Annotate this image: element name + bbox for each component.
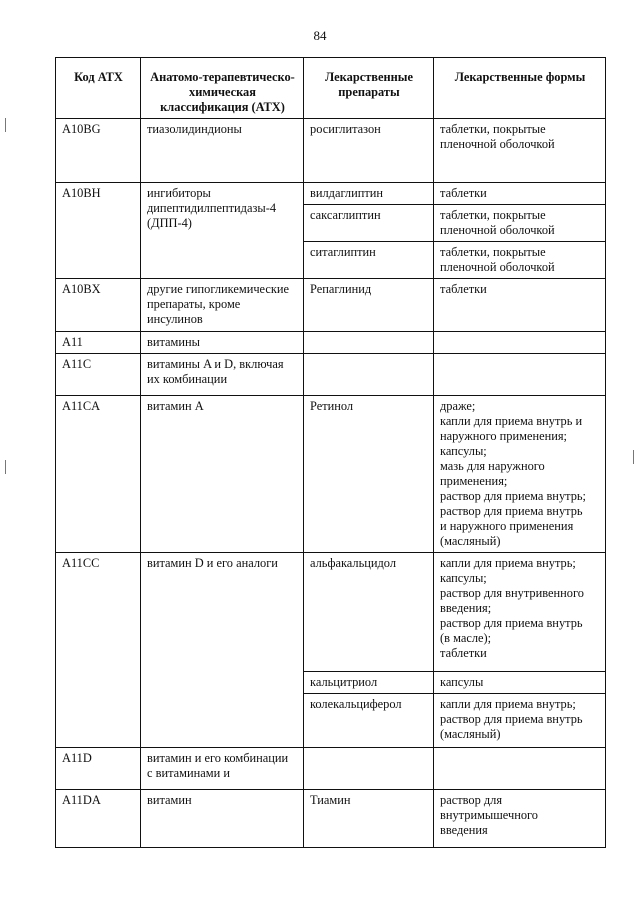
- drug-cell: альфакальцидол: [304, 553, 434, 672]
- header-drugs: Лекарственные препараты: [304, 58, 434, 119]
- atc-code-cell: A11D: [56, 748, 141, 790]
- drug-cell: Ретинол: [304, 396, 434, 553]
- table-row: [56, 553, 606, 672]
- atc-table-body: [56, 119, 606, 848]
- atc-class-cell: витамины: [141, 332, 304, 354]
- dosage-form-cell: таблетки: [434, 183, 606, 205]
- atc-class-cell: другие гипогликемические препараты, кроме инсулинов: [141, 279, 304, 332]
- atc-class-cell: витамин и его комбинации с витаминами и: [141, 748, 304, 790]
- table-row: [56, 119, 606, 183]
- drug-cell: [304, 354, 434, 396]
- atc-class-cell: витамин A: [141, 396, 304, 553]
- atc-code-cell: A11CA: [56, 396, 141, 553]
- atc-class-cell: тиазолидиндионы: [141, 119, 304, 183]
- dosage-form-cell: таблетки, покрытые пленочной оболочкой: [434, 242, 606, 279]
- drug-cell: вилдаглиптин: [304, 183, 434, 205]
- dosage-form-cell: капли для приема внутрь; капсулы; раствор для внутривенного введения; раствор для приема внутрь (в масле); таблетки: [434, 553, 606, 672]
- drug-cell: росиглитазон: [304, 119, 434, 183]
- drug-cell: Тиамин: [304, 790, 434, 848]
- dosage-form-cell: капсулы: [434, 672, 606, 694]
- dosage-form-cell: [434, 354, 606, 396]
- dosage-form-cell: [434, 332, 606, 354]
- scan-mark-left-top: [5, 118, 6, 132]
- atc-code-cell: A10BG: [56, 119, 141, 183]
- atc-code-cell: A10BX: [56, 279, 141, 332]
- drug-cell: ситаглиптин: [304, 242, 434, 279]
- page-number: 84: [313, 28, 327, 43]
- dosage-form-cell: таблетки, покрытые пленочной оболочкой: [434, 119, 606, 183]
- atc-class-cell: витамин D и его аналоги: [141, 553, 304, 748]
- scan-mark-left-bottom: [5, 460, 6, 474]
- dosage-form-cell: [434, 748, 606, 790]
- table-row: [56, 396, 606, 553]
- scan-mark-right: [633, 450, 634, 464]
- atc-code-cell: A11: [56, 332, 141, 354]
- header-atc-code: Код АТХ: [56, 58, 141, 119]
- drug-cell: кальцитриол: [304, 672, 434, 694]
- drug-cell: [304, 748, 434, 790]
- table-row: [56, 748, 606, 790]
- atc-table: [55, 57, 606, 848]
- atc-class-cell: витамин: [141, 790, 304, 848]
- dosage-form-cell: драже; капли для приема внутрь и наружного применения; капсулы; мазь для наружного применения; раствор для приема внутрь; раствор для приема внутрь и наружного применения (масляный): [434, 396, 606, 553]
- table-row: [56, 790, 606, 848]
- atc-code-cell: A11DA: [56, 790, 141, 848]
- header-dosage-forms: Лекарственные формы: [434, 58, 606, 119]
- atc-code-cell: A10BH: [56, 183, 141, 279]
- table-row: [56, 183, 606, 205]
- table-row: [56, 332, 606, 354]
- atc-code-cell: A11C: [56, 354, 141, 396]
- atc-code-cell: A11CC: [56, 553, 141, 748]
- drug-cell: саксаглиптин: [304, 205, 434, 242]
- dosage-form-cell: таблетки: [434, 279, 606, 332]
- drug-cell: Репаглинид: [304, 279, 434, 332]
- atc-class-cell: ингибиторы дипептидилпептидазы-4 (ДПП-4): [141, 183, 304, 279]
- dosage-form-cell: капли для приема внутрь; раствор для приема внутрь (масляный): [434, 694, 606, 748]
- drug-cell: колекальциферол: [304, 694, 434, 748]
- drug-cell: [304, 332, 434, 354]
- dosage-form-cell: таблетки, покрытые пленочной оболочкой: [434, 205, 606, 242]
- atc-class-cell: витамины A и D, включая их комбинации: [141, 354, 304, 396]
- dosage-form-cell: раствор для внутримышечного введения: [434, 790, 606, 848]
- table-row: [56, 354, 606, 396]
- table-header-row: [56, 58, 606, 119]
- table-row: [56, 279, 606, 332]
- header-atc-classification: Анатомо-терапевтическо-химическая классификация (АТХ): [141, 58, 304, 119]
